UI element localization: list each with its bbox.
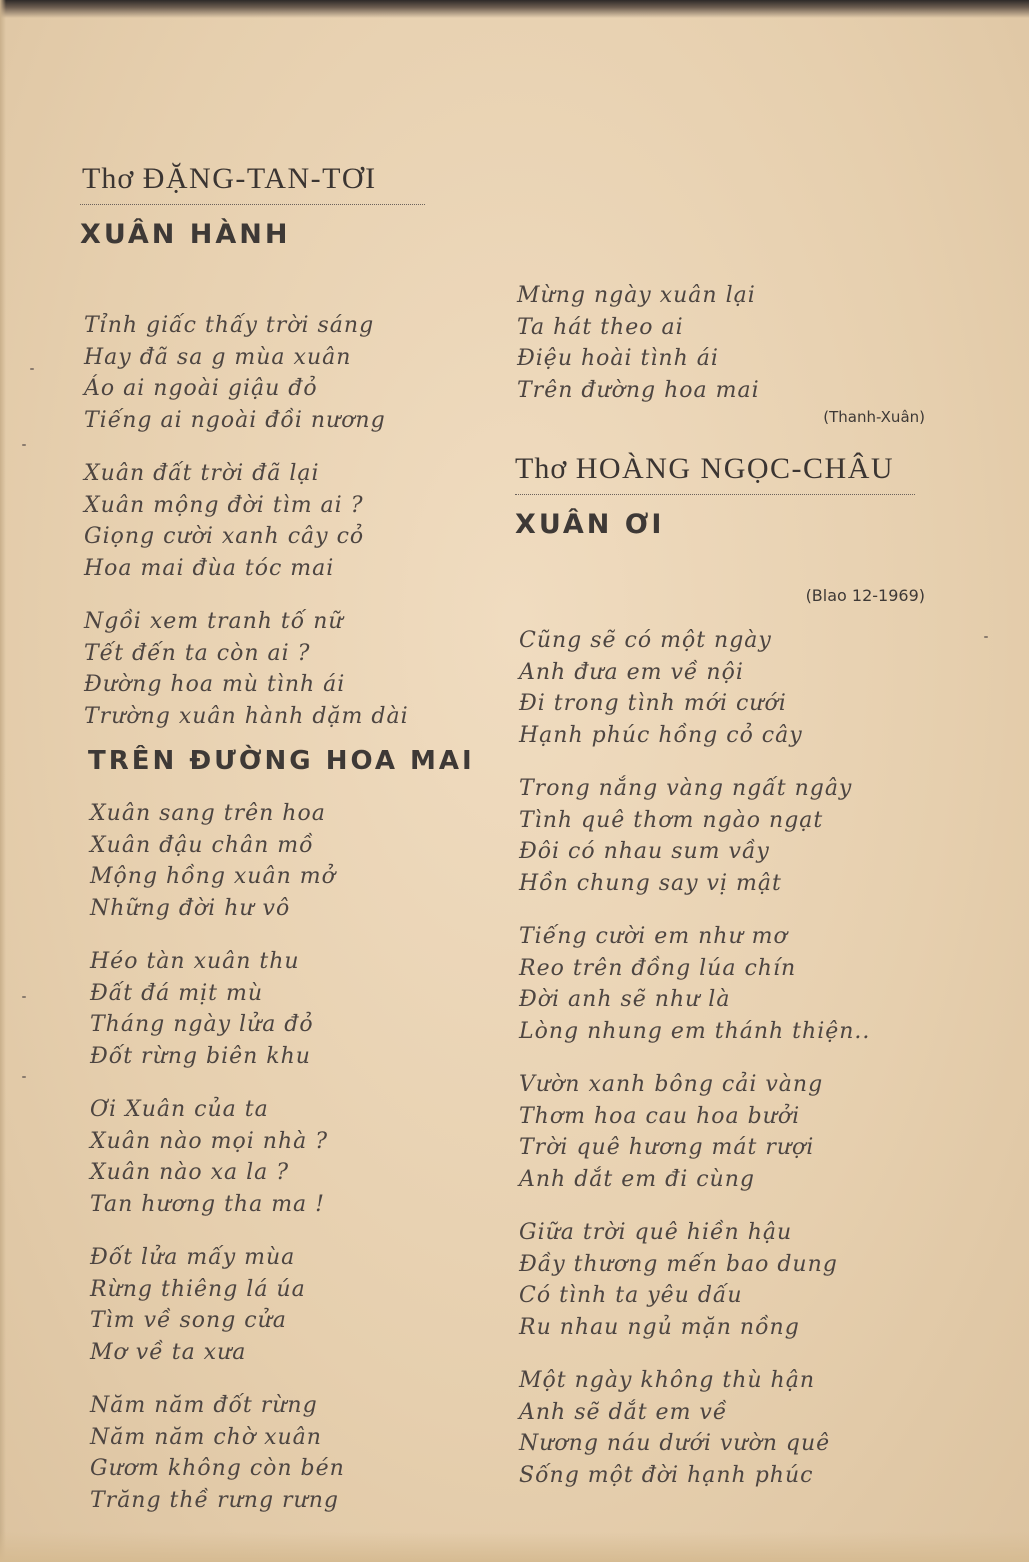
stanza [519, 625, 925, 751]
poem2-body [90, 798, 500, 1516]
margin-speck [30, 368, 34, 370]
verse-line: Trường xuân hành dặm dài [84, 703, 409, 729]
margin-speck [22, 444, 26, 446]
poem2-continued [517, 280, 925, 426]
verse-line: Trong nắng vàng ngất ngây [519, 776, 853, 801]
verse-line: Hay đã sa g mùa xuân [84, 344, 352, 370]
verse-line: Đầy thương mến bao dung [519, 1251, 838, 1277]
verse-line: Ru nhau ngủ mặn nồng [519, 1314, 800, 1340]
verse-line: Trời quê hương mát rượi [519, 1135, 815, 1160]
verse-line: Anh dắt em đi cùng [519, 1166, 755, 1192]
page-left-edge [0, 0, 6, 1562]
verse-line: Năm năm chờ xuân [90, 1424, 322, 1450]
verse-line: Mộng hồng xuân mở [90, 864, 336, 889]
stanza [90, 946, 500, 1072]
verse-line: Xuân nào mọi nhà ? [90, 1128, 329, 1154]
verse-line: Thơm hoa cau hoa bưởi [519, 1103, 801, 1129]
verse-line: Reo trên đồng lúa chín [519, 955, 797, 981]
verse-line: Xuân đậu chân mồ [90, 832, 314, 858]
stanza [519, 773, 925, 899]
verse-line: Ơi Xuân của ta [90, 1097, 269, 1122]
stanza [519, 1365, 925, 1491]
verse-line: Héo tàn xuân thu [90, 949, 300, 974]
stanza [84, 310, 500, 436]
stanza [517, 280, 925, 406]
verse-line: Tìm về song cửa [90, 1308, 287, 1333]
margin-speck [22, 1076, 26, 1078]
verse-line: Tháng ngày lửa đỏ [90, 1012, 314, 1037]
verse-line: Có tình ta yêu dấu [519, 1283, 743, 1308]
stanza [90, 1390, 500, 1516]
poem3-body [519, 625, 925, 1491]
verse-line: Những đời hư vô [90, 895, 291, 921]
poem3-date: (Blao 12-1969) [805, 586, 925, 605]
verse-line: Tan hương tha ma ! [90, 1191, 326, 1217]
verse-line: Vườn xanh bông cải vàng [519, 1072, 824, 1097]
poem3-title: XUÂN ƠI [515, 509, 665, 540]
verse-line: Đốt lửa mấy mùa [90, 1245, 296, 1270]
verse-line: Đôi có nhau sum vầy [519, 839, 770, 864]
verse-line: Tết đến ta còn ai ? [84, 640, 311, 666]
poem1-body [84, 310, 500, 732]
page-top-edge [0, 0, 1029, 18]
stanza [84, 606, 500, 732]
byline-prefix: Thơ [515, 452, 568, 485]
verse-line: Giọng cười xanh cây cỏ [84, 524, 365, 549]
verse-line: Mừng ngày xuân lại [517, 283, 756, 308]
margin-speck [984, 636, 988, 638]
stanza [90, 798, 500, 924]
verse-line: Sống một đời hạnh phúc [519, 1462, 814, 1488]
verse-line: Áo ai ngoài giậu đỏ [84, 376, 318, 401]
verse-line: Nương náu dưới vườn quê [519, 1431, 831, 1456]
poem1-title: XUÂN HÀNH [80, 219, 291, 250]
verse-line: Hồn chung say vị mật [519, 870, 782, 896]
verse-line: Đường hoa mù tình ái [84, 672, 346, 697]
verse-line: Đời anh sẽ như là [519, 987, 731, 1012]
verse-line: Tỉnh giấc thấy trời sáng [84, 313, 375, 338]
poem3-divider [515, 494, 915, 495]
verse-line: Đất đá mịt mù [90, 980, 264, 1006]
poem2-source: (Thanh-Xuân) [823, 408, 925, 426]
verse-line: Một ngày không thù hận [519, 1368, 816, 1393]
verse-line: Xuân nào xa la ? [90, 1160, 290, 1185]
verse-line: Điệu hoài tình ái [517, 346, 719, 371]
stanza [519, 1217, 925, 1343]
verse-line: Tình quê thơm ngào ngạt [519, 807, 824, 833]
verse-line: Anh sẽ dắt em về [519, 1399, 728, 1425]
stanza [90, 1242, 500, 1368]
byline-prefix: Thơ [82, 162, 135, 195]
verse-line: Lòng nhung em thánh thiện.. [519, 1018, 871, 1044]
verse-line: Rừng thiêng lá úa [90, 1276, 306, 1302]
poem2-title: TRÊN ĐƯỜNG HOA MAI [88, 746, 475, 776]
stanza [519, 921, 925, 1047]
stanza [84, 458, 500, 584]
stanza [90, 1094, 500, 1220]
poem3-author: HOÀNG NGỌC-CHÂU [575, 452, 895, 485]
verse-line: Năm năm đốt rừng [90, 1393, 318, 1418]
verse-line: Xuân sang trên hoa [90, 801, 326, 826]
poem3-byline [515, 452, 925, 486]
verse-line: Tiếng ai ngoài đồi nương [84, 407, 386, 433]
verse-line: Xuân đất trời đã lại [84, 461, 320, 486]
poem1-byline [82, 162, 500, 196]
verse-line: Đốt rừng biên khu [90, 1043, 311, 1069]
right-column [515, 280, 925, 1513]
verse-line: Trên đường hoa mai [517, 377, 760, 403]
verse-line: Tiếng cười em như mơ [519, 924, 788, 949]
verse-line: Hoa mai đùa tóc mai [84, 555, 335, 581]
verse-line: Ngồi xem tranh tố nữ [84, 609, 344, 634]
verse-line: Trăng thề rưng rưng [90, 1487, 339, 1513]
verse-line: Xuân mộng đời tìm ai ? [84, 492, 364, 518]
verse-line: Mơ về ta xưa [90, 1339, 247, 1365]
verse-line: Giữa trời quê hiền hậu [519, 1220, 793, 1245]
verse-line: Hạnh phúc hồng cỏ cây [519, 722, 803, 748]
stanza [519, 1069, 925, 1195]
margin-speck [22, 996, 26, 998]
verse-line: Đi trong tình mới cưới [519, 691, 787, 716]
poem1-divider [80, 204, 425, 205]
verse-line: Gươm không còn bén [90, 1456, 345, 1481]
verse-line: Anh đưa em về nội [519, 659, 744, 685]
left-column [80, 150, 500, 1538]
verse-line: Cũng sẽ có một ngày [519, 628, 772, 653]
verse-line: Ta hát theo ai [517, 314, 684, 340]
poem1-author: ĐẶNG-TAN-TƠI [142, 162, 377, 195]
